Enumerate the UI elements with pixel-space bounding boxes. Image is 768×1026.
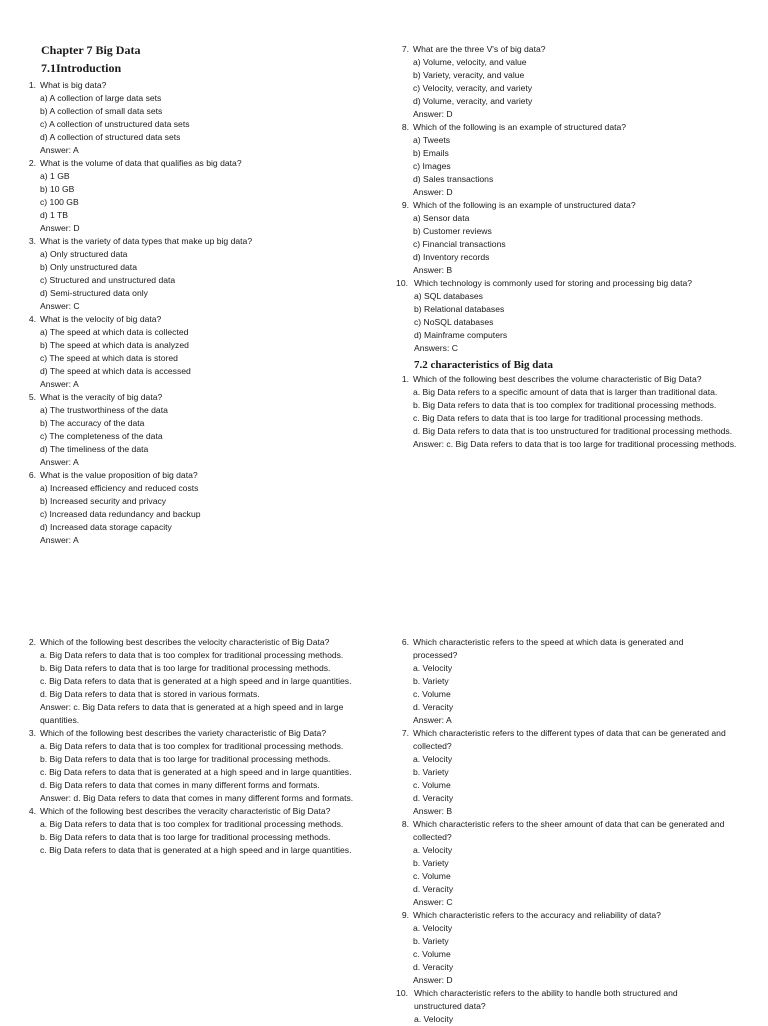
option-line: a. Velocity xyxy=(413,754,453,764)
option-line: d. Big Data refers to data that is too unstructured for traditional processing methods. xyxy=(413,426,733,436)
option-line: a) A collection of large data sets xyxy=(40,93,162,103)
question-text: Which of the following best describes the variety characteristic of Big Data? xyxy=(40,728,327,738)
option-line: b) The accuracy of the data xyxy=(40,418,145,428)
option-line: a) Volume, velocity, and value xyxy=(413,57,527,67)
question-text: What is the velocity of big data? xyxy=(40,314,162,324)
option-line: b. Big Data refers to data that is too complex for traditional processing methods. xyxy=(413,400,717,410)
option-line: d) Sales transactions xyxy=(413,174,494,184)
question-number: 7. xyxy=(401,44,409,54)
option-line: d) Mainframe computers xyxy=(414,330,508,340)
option-line: c) Structured and unstructured data xyxy=(40,275,176,285)
question-item xyxy=(24,157,354,235)
option-line: a. Big Data refers to data that is too complex for traditional processing methods. xyxy=(40,741,344,751)
question-text: Which of the following best describes the volume characteristic of Big Data? xyxy=(413,374,702,384)
question-text: Which technology is commonly used for storing and processing big data? xyxy=(414,278,693,288)
question-item xyxy=(397,199,742,277)
section-title-7-1: 7.1Introduction xyxy=(41,61,122,75)
question-text: What is the veracity of big data? xyxy=(40,392,163,402)
question-list xyxy=(397,373,742,451)
question-item xyxy=(24,727,362,805)
option-line: d) Semi-structured data only xyxy=(40,288,148,298)
option-line: a. Big Data refers to data that is too complex for traditional processing methods. xyxy=(40,819,344,829)
answer-line: Answer: A xyxy=(40,145,79,155)
option-line: c) NoSQL databases xyxy=(414,317,494,327)
option-line: a. Big Data refers to a specific amount of data that is larger than traditional data. xyxy=(413,387,718,397)
question-item xyxy=(397,727,727,818)
question-text: Which characteristic refers to the different types of data that can be generated and collected? xyxy=(413,728,726,751)
question-text: Which of the following best describes the velocity characteristic of Big Data? xyxy=(40,637,330,647)
question-text: Which of the following is an example of structured data? xyxy=(413,122,627,132)
question-number: 9. xyxy=(401,910,409,920)
option-line: b) Emails xyxy=(413,148,449,158)
option-line: b. Variety xyxy=(413,767,449,777)
question-text: Which of the following best describes the veracity characteristic of Big Data? xyxy=(40,806,331,816)
answer-line: Answer: D xyxy=(413,975,453,985)
option-line: d) Inventory records xyxy=(413,252,490,262)
option-line: c) Increased data redundancy and backup xyxy=(40,509,201,519)
question-item xyxy=(397,987,727,1026)
option-line: a) Increased efficiency and reduced costs xyxy=(40,483,199,493)
question-number: 2. xyxy=(28,637,36,647)
question-item xyxy=(397,121,742,199)
option-line: c) A collection of unstructured data sets xyxy=(40,119,190,129)
answer-line: Answer: C xyxy=(40,301,80,311)
option-line: b. Variety xyxy=(413,858,449,868)
option-line: b. Big Data refers to data that is too large for traditional processing methods. xyxy=(40,663,331,673)
question-text: Which characteristic refers to the accuracy and reliability of data? xyxy=(413,910,661,920)
option-line: d. Veracity xyxy=(413,884,454,894)
option-line: a) 1 GB xyxy=(40,171,70,181)
section-title-7-2: 7.2 characteristics of Big data xyxy=(414,359,553,371)
page2-left-column xyxy=(24,636,362,857)
question-number: 4. xyxy=(28,314,36,324)
option-line: b) Only unstructured data xyxy=(40,262,137,272)
option-line: a. Velocity xyxy=(414,1014,454,1024)
page1-right-column xyxy=(397,43,742,451)
page2-right-column xyxy=(397,636,727,1026)
option-line: a. Velocity xyxy=(413,845,453,855)
option-line: c. Volume xyxy=(413,871,451,881)
question-item xyxy=(397,818,727,909)
question-item xyxy=(24,313,354,391)
option-line: d. Veracity xyxy=(413,962,454,972)
option-line: b. Big Data refers to data that is too large for traditional processing methods. xyxy=(40,754,331,764)
option-line: a) Only structured data xyxy=(40,249,128,259)
option-line: b) Customer reviews xyxy=(413,226,492,236)
option-line: d) Volume, veracity, and variety xyxy=(413,96,533,106)
option-line: c) Images xyxy=(413,161,451,171)
option-line: d) A collection of structured data sets xyxy=(40,132,181,142)
question-item xyxy=(24,469,354,547)
answer-line: Answer: B xyxy=(413,806,453,816)
option-line: b. Big Data refers to data that is too large for traditional processing methods. xyxy=(40,832,331,842)
question-text: Which characteristic refers to the speed at which data is generated and processed? xyxy=(413,637,684,660)
question-list xyxy=(24,636,362,857)
option-line: c. Big Data refers to data that is generated at a high speed and in large quantities. xyxy=(40,676,352,686)
answer-line: Answer: D xyxy=(40,223,80,233)
option-line: a) Sensor data xyxy=(413,213,470,223)
option-line: b) Relational databases xyxy=(414,304,505,314)
answer-line: Answer: A xyxy=(413,715,452,725)
question-number: 3. xyxy=(28,728,36,738)
question-number: 7. xyxy=(401,728,409,738)
question-list xyxy=(397,636,727,1026)
option-line: b) 10 GB xyxy=(40,184,75,194)
option-line: a. Velocity xyxy=(413,923,453,933)
question-text: Which characteristic refers to the ability to handle both structured and unstructured data? xyxy=(414,988,678,1011)
question-number: 5. xyxy=(28,392,36,402)
option-line: d. Veracity xyxy=(413,793,454,803)
answer-line: Answer: A xyxy=(40,535,79,545)
question-list xyxy=(397,43,742,355)
option-line: a) SQL databases xyxy=(414,291,483,301)
question-item xyxy=(24,235,354,313)
option-line: d) Increased data storage capacity xyxy=(40,522,172,532)
chapter-title: Chapter 7 Big Data xyxy=(41,43,141,57)
answer-line: Answer: d. Big Data refers to data that comes in many different forms and formats. xyxy=(40,793,354,803)
question-item xyxy=(24,391,354,469)
answer-line: Answer: c. Big Data refers to data that is generated at a high speed and in large quantities. xyxy=(40,702,344,725)
option-line: d. Veracity xyxy=(413,702,454,712)
option-line: a) The speed at which data is collected xyxy=(40,327,189,337)
question-text: Which characteristic refers to the sheer amount of data that can be generated and collected? xyxy=(413,819,725,842)
answer-line: Answer: A xyxy=(40,379,79,389)
option-line: a. Big Data refers to data that is too complex for traditional processing methods. xyxy=(40,650,344,660)
option-line: d) 1 TB xyxy=(40,210,69,220)
question-item xyxy=(397,909,727,987)
question-number: 2. xyxy=(28,158,36,168)
option-line: c. Volume xyxy=(413,949,451,959)
question-text: What is big data? xyxy=(40,80,107,90)
option-line: c. Volume xyxy=(413,689,451,699)
question-number: 10. xyxy=(396,988,408,998)
option-line: c. Big Data refers to data that is generated at a high speed and in large quantities. xyxy=(40,845,352,855)
option-line: c) 100 GB xyxy=(40,197,79,207)
question-text: What is the variety of data types that make up big data? xyxy=(40,236,253,246)
answer-line: Answer: c. Big Data refers to data that is too large for traditional processing methods. xyxy=(413,439,737,449)
option-line: b) A collection of small data sets xyxy=(40,106,163,116)
option-line: c) The speed at which data is stored xyxy=(40,353,178,363)
option-line: b. Variety xyxy=(413,936,449,946)
option-line: c) Velocity, veracity, and variety xyxy=(413,83,533,93)
question-number: 1. xyxy=(401,374,409,384)
answer-line: Answer: C xyxy=(413,897,453,907)
question-number: 8. xyxy=(401,122,409,132)
question-item xyxy=(397,636,727,727)
option-line: d) The speed at which data is accessed xyxy=(40,366,191,376)
question-item xyxy=(24,79,354,157)
option-line: c. Big Data refers to data that is generated at a high speed and in large quantities. xyxy=(40,767,352,777)
option-line: a) Tweets xyxy=(413,135,451,145)
option-line: c. Volume xyxy=(413,780,451,790)
question-text: Which of the following is an example of unstructured data? xyxy=(413,200,636,210)
answer-line: Answer: D xyxy=(413,187,453,197)
question-number: 4. xyxy=(28,806,36,816)
page1-left-column xyxy=(24,43,354,547)
question-number: 3. xyxy=(28,236,36,246)
option-line: b) Variety, veracity, and value xyxy=(413,70,525,80)
option-line: d) The timeliness of the data xyxy=(40,444,149,454)
question-number: 6. xyxy=(401,637,409,647)
option-line: c) Financial transactions xyxy=(413,239,506,249)
option-line: b) The speed at which data is analyzed xyxy=(40,340,189,350)
option-line: b) Increased security and privacy xyxy=(40,496,167,506)
question-number: 9. xyxy=(401,200,409,210)
question-text: What is the value proposition of big data? xyxy=(40,470,198,480)
question-list xyxy=(24,79,354,547)
answer-line: Answer: D xyxy=(413,109,453,119)
option-line: c) The completeness of the data xyxy=(40,431,163,441)
option-line: a. Velocity xyxy=(413,663,453,673)
answer-line: Answer: A xyxy=(40,457,79,467)
option-line: a) The trustworthiness of the data xyxy=(40,405,168,415)
question-item xyxy=(397,373,742,451)
question-item xyxy=(397,277,742,355)
question-item xyxy=(397,43,742,121)
answer-line: Answers: C xyxy=(414,343,458,353)
option-line: d. Big Data refers to data that comes in many different forms and formats. xyxy=(40,780,320,790)
question-item xyxy=(24,805,362,857)
option-line: c. Big Data refers to data that is too large for traditional processing methods. xyxy=(413,413,703,423)
option-line: d. Big Data refers to data that is stored in various formats. xyxy=(40,689,260,699)
question-number: 10. xyxy=(396,278,408,288)
question-item xyxy=(24,636,362,727)
question-number: 6. xyxy=(28,470,36,480)
question-text: What is the volume of data that qualifies as big data? xyxy=(40,158,242,168)
question-number: 8. xyxy=(401,819,409,829)
answer-line: Answer: B xyxy=(413,265,453,275)
option-line: b. Variety xyxy=(413,676,449,686)
question-number: 1. xyxy=(28,80,36,90)
question-text: What are the three V's of big data? xyxy=(413,44,546,54)
